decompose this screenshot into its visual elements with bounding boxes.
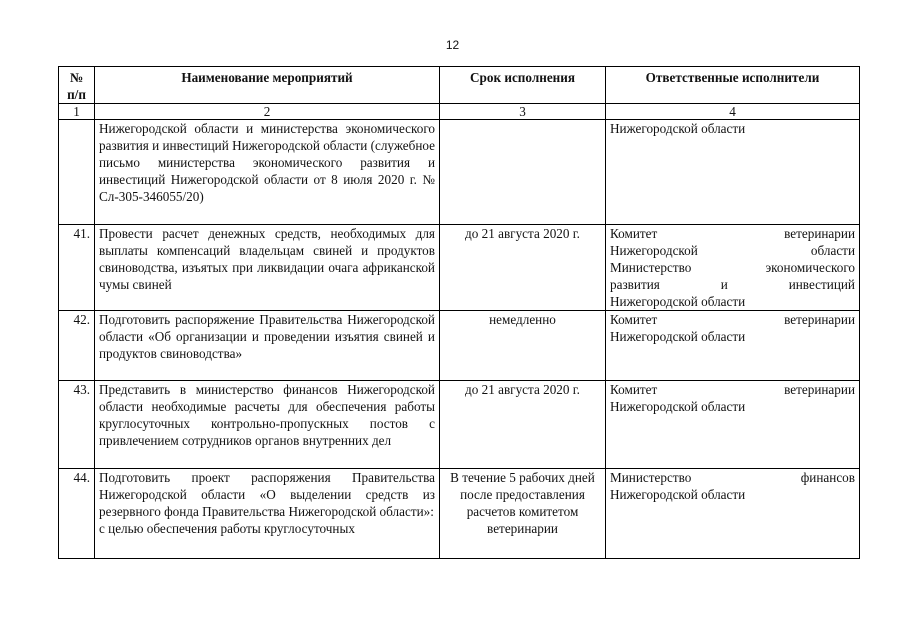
measure-name: Нижегородской области и министерства экономического развития и инвестиций Нижегородской области (служебное письмо министерства экономического развития и инвестиций Нижегородской области от 8 июля 2020 г. № Сл-305-346055/20) [95, 120, 440, 225]
deadline: до 21 августа 2020 г. [440, 381, 606, 469]
header-responsible: Ответственные исполнители [606, 67, 860, 104]
responsible-line: Нижегородской области [610, 294, 746, 309]
responsible-line: Министерство финансов [610, 470, 855, 485]
responsible-executors [606, 311, 860, 381]
responsible-executors [606, 381, 860, 469]
responsible-line: Нижегородской области [610, 121, 746, 136]
deadline: В течение 5 рабочих дней после предоставления расчетов комитетом ветеринарии [440, 469, 606, 559]
header-num: № п/п [59, 67, 95, 104]
column-number: 3 [440, 104, 606, 120]
measures-table [58, 66, 860, 559]
measure-name: Провести расчет денежных средств, необходимых для выплаты компенсаций владельцам свиней и продуктов свиноводства, изъятых при ликвидации очага африканской чумы свиней [95, 225, 440, 311]
header-name: Наименование мероприятий [95, 67, 440, 104]
table-row [59, 469, 860, 559]
responsible-line: Комитет ветеринарии [610, 382, 855, 397]
responsible-executors [606, 469, 860, 559]
table-row [59, 381, 860, 469]
deadline [440, 120, 606, 225]
responsible-line: Нижегородской области [610, 243, 855, 258]
responsible-line: развития и инвестиций [610, 277, 855, 292]
header-term: Срок исполнения [440, 67, 606, 104]
responsible-line: Министерство экономического [610, 260, 855, 275]
column-number: 2 [95, 104, 440, 120]
table-row [59, 311, 860, 381]
table-row [59, 120, 860, 225]
column-number: 4 [606, 104, 860, 120]
column-numbers-row [59, 104, 860, 120]
row-number [59, 120, 95, 225]
row-number: 42. [59, 311, 95, 381]
measure-name: Представить в министерство финансов Нижегородской области необходимые расчеты для обеспечения работы круглосуточных контрольно-пропускных постов с привлечением сотрудников органов внутренних дел [95, 381, 440, 469]
table-row [59, 225, 860, 311]
responsible-line: Нижегородской области [610, 329, 746, 344]
responsible-executors [606, 225, 860, 311]
row-number: 44. [59, 469, 95, 559]
deadline: до 21 августа 2020 г. [440, 225, 606, 311]
deadline: немедленно [440, 311, 606, 381]
table-header-row [59, 67, 860, 104]
measure-name: Подготовить распоряжение Правительства Нижегородской области «Об организации и проведении изъятия свиней и продуктов свиноводства» [95, 311, 440, 381]
responsible-line: Комитет ветеринарии [610, 312, 855, 327]
measure-name: Подготовить проект распоряжения Правительства Нижегородской области «О выделении средств из резервного фонда Правительства Нижегородской области»: с целью обеспечения работы круглосуточных [95, 469, 440, 559]
responsible-line: Комитет ветеринарии [610, 226, 855, 241]
row-number: 43. [59, 381, 95, 469]
row-number: 41. [59, 225, 95, 311]
page-number: 12 [445, 38, 460, 52]
responsible-line: Нижегородской области [610, 399, 746, 414]
responsible-line: Нижегородской области [610, 487, 746, 502]
column-number: 1 [59, 104, 95, 120]
table-body [59, 120, 860, 559]
responsible-executors [606, 120, 860, 225]
